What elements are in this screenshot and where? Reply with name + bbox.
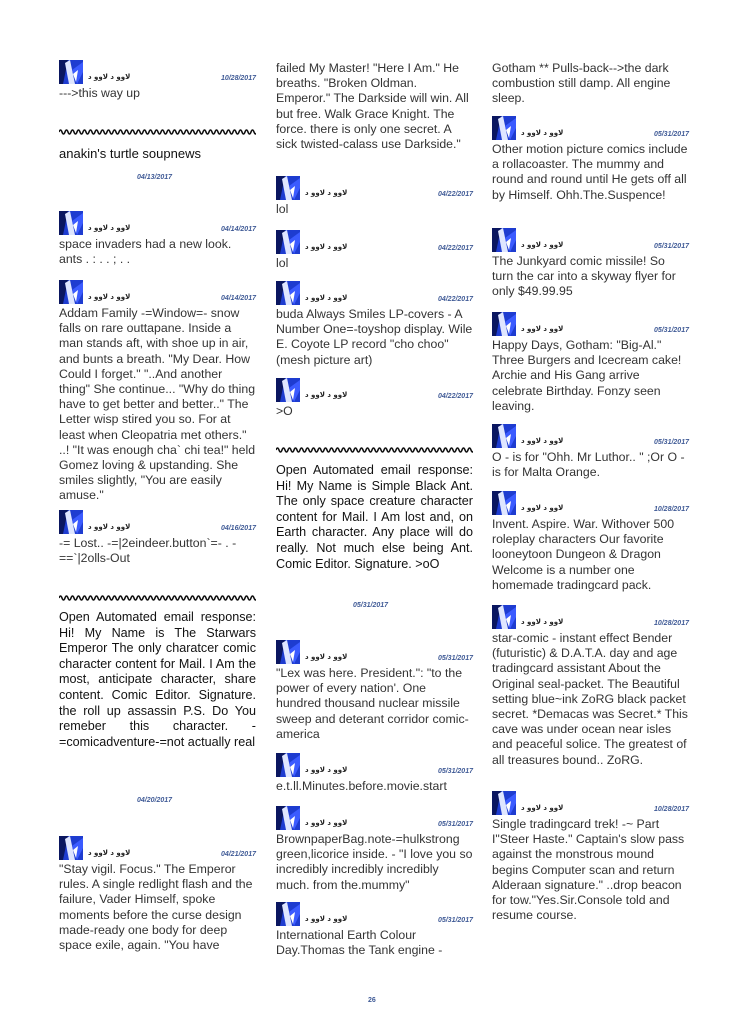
post-author: ﻻﻭﻭ ﺩ ﻻﻭﻭ ﺩ <box>521 437 564 445</box>
post-date: 05/31/2017 <box>437 821 473 828</box>
post-text: lol <box>276 256 289 270</box>
section-heading: anakin's turtle soupnews <box>59 146 201 161</box>
post <box>276 281 473 368</box>
avatar-icon <box>59 211 83 235</box>
post-author: ﻻﻭﻭ ﺩ ﻻﻭﻭ ﺩ <box>521 129 564 137</box>
auto-response-text: Open Automated email response: Hi! My Name is Simple Black Ant. The only space creature character content for Mail. I Am lost and, on Earth character. Any place will do really. Not much else being Ant. Comic Editor. Signature. >oO <box>276 463 473 571</box>
post-author: ﻻﻭﻭ ﺩ ﻻﻭﻭ ﺩ <box>521 241 564 249</box>
squiggle-divider-icon <box>59 128 256 136</box>
post-author: ﻻﻭﻭ ﺩ ﻻﻭﻭ ﺩ <box>305 766 348 774</box>
post-text: space invaders had a new look. ants . : . . ; . . <box>59 237 232 267</box>
post-date: 05/31/2017 <box>653 327 689 334</box>
post-author: ﻻﻭﻭ ﺩ ﻻﻭﻭ ﺩ <box>88 224 131 232</box>
post-author: ﻻﻭﻭ ﺩ ﻻﻭﻭ ﺩ <box>305 391 348 399</box>
post-date: 04/21/2017 <box>220 851 256 858</box>
post-author: ﻻﻭﻭ ﺩ ﻻﻭﻭ ﺩ <box>305 243 348 251</box>
auto-response-text: Open Automated email response: Hi! My Name is The Starwars Emperor The only charatcer comic character content for Mail. I Am the most, anticipate character, share content. Comic Editor. Signature. the roll up assassin P.S. Do You remeber this character. -=comicadventure-=not actually real <box>59 610 256 749</box>
post <box>59 280 256 504</box>
continued-text: failed My Master! "Here I Am." He breaths. "Broken Oldman. Emperor." The Darkside will win. All but free. Walk Grace Knight. The force. there is only one secret. A sick twisted-calass use Darkside." <box>276 61 469 152</box>
post-date: 10/28/2017 <box>653 620 689 627</box>
post <box>492 228 689 300</box>
avatar-icon <box>276 378 300 402</box>
post-author: ﻻﻭﻭ ﺩ ﻻﻭﻭ ﺩ <box>305 294 348 302</box>
avatar-icon <box>492 116 516 140</box>
post-date: 05/31/2017 <box>437 655 473 662</box>
post-text: O - is for "Ohh. Mr Luthor.. " ;Or O - is for Malta Orange. <box>492 450 685 480</box>
avatar-icon <box>59 280 83 304</box>
post-text: Other motion picture comics include a rollacoaster. The mummy and round and round until He gets off all by Himself. Ohh.The.Suspence! <box>492 142 688 202</box>
avatar-icon <box>276 230 300 254</box>
post <box>59 510 256 566</box>
post <box>276 902 473 958</box>
avatar-icon <box>492 312 516 336</box>
avatar-icon <box>59 60 83 84</box>
avatar-icon <box>59 836 83 860</box>
avatar-icon <box>492 424 516 448</box>
post-text: "Lex was here. President.": "to the power of every nation'. One hundred thousand nuclear missile sweep and deterant corridor comic-america <box>276 666 469 741</box>
avatar-icon <box>276 176 300 200</box>
post-author: ﻻﻭﻭ ﺩ ﻻﻭﻭ ﺩ <box>88 523 131 531</box>
post-text: Single tradingcard trek! -~ Part I"Steer Haste." Captain's slow pass against the monstrous mound begins Computer scan and return Alderaan signature." ..drop beacon for tow."Yes.Sir.Console told and resume course. <box>492 817 685 923</box>
post <box>59 60 256 101</box>
avatar-icon <box>492 791 516 815</box>
avatar-icon <box>59 510 83 534</box>
post <box>276 378 473 419</box>
avatar-icon <box>276 806 300 830</box>
post <box>492 491 689 593</box>
post <box>492 605 689 768</box>
post-text: e.t.ll.Minutes.before.movie.start <box>276 779 447 793</box>
post-text: Invent. Aspire. War. Withover 500 roleplay characters Our favorite looneytoon Dungeon & Dragon Welcome is a number one homemade tradingcard pack. <box>492 517 675 592</box>
post-author: ﻻﻭﻭ ﺩ ﻻﻭﻭ ﺩ <box>88 293 131 301</box>
post-author: ﻻﻭﻭ ﺩ ﻻﻭﻭ ﺩ <box>305 189 348 197</box>
post <box>276 753 473 794</box>
continued-text: Gotham ** Pulls-back-->the dark combustion still damp. All engine sleep. <box>492 61 671 106</box>
post-author: ﻻﻭﻭ ﺩ ﻻﻭﻭ ﺩ <box>305 915 348 923</box>
post-author: ﻻﻭﻭ ﺩ ﻻﻭﻭ ﺩ <box>521 325 564 333</box>
post-date: 05/31/2017 <box>653 439 689 446</box>
post-text: "Stay vigil. Focus." The Emperor rules. A single redlight flash and the failure, Vader Himself, spoke moments before the curse design made-ready one body for deep space exile, again. "You have <box>59 862 253 953</box>
post-text: Addam Family -=Window=- snow falls on rare outtapane. Inside a man stands aft, with shoe up in air, and bunts a breath. "My Dear. How Could I forget." "..And another thing" She continue... "Why do thing have to get better and better.." The Letter wisp stired you so. For at least when Cleopatria met others." ..! "It was enough cha` chi tea!" held Gomez loving & upstanding. She smiles slightly, "You are easily amuse." <box>59 306 256 503</box>
post <box>492 312 689 414</box>
post-text: >O <box>276 404 293 418</box>
avatar-icon <box>492 605 516 629</box>
post-date: 05/31/2017 <box>653 243 689 250</box>
post <box>59 836 256 953</box>
post-date: 04/16/2017 <box>220 525 256 532</box>
avatar-icon <box>276 753 300 777</box>
post-date: 10/28/2017 <box>653 806 689 813</box>
post-author: ﻻﻭﻭ ﺩ ﻻﻭﻭ ﺩ <box>88 73 131 81</box>
post-date: 05/31/2017 <box>437 768 473 775</box>
post-text: Happy Days, Gotham: "Big-Al." Three Burgers and Icecream cake! Archie and His Gang arrive celebrate Birthday. Fonzy seen leaving. <box>492 338 682 413</box>
post-text: -= Lost.. -=|2eindeer.button`=- . -==`|2olls-Out <box>59 536 237 566</box>
post-author: ﻻﻭﻭ ﺩ ﻻﻭﻭ ﺩ <box>521 618 564 626</box>
post-date: 10/28/2017 <box>653 506 689 513</box>
post-text: International Earth Colour Day.Thomas the Tank engine - <box>276 928 443 958</box>
avatar-icon <box>276 640 300 664</box>
post-text: lol <box>276 202 289 216</box>
squiggle-divider-icon <box>276 446 473 454</box>
post <box>492 791 689 923</box>
post-text: buda Always Smiles LP-covers - A Number One=-toyshop display. Wile E. Coyote LP record "cho choo" (mesh picture art) <box>276 307 473 367</box>
post-text: --->this way up <box>59 86 140 100</box>
section-date: 04/13/2017 <box>137 174 173 181</box>
post <box>276 806 473 893</box>
auto-response-date: 05/31/2017 <box>353 602 389 609</box>
post-text: BrownpaperBag.note-=hulkstrong green,licorice inside. - "I love you so incredibly incredibly incredibly much. from the.mummy" <box>276 832 473 892</box>
post-date: 04/14/2017 <box>220 226 256 233</box>
auto-response-date: 04/20/2017 <box>137 797 173 804</box>
squiggle-divider-icon <box>59 594 256 602</box>
post-author: ﻻﻭﻭ ﺩ ﻻﻭﻭ ﺩ <box>521 804 564 812</box>
avatar-icon <box>276 902 300 926</box>
post-date: 04/22/2017 <box>437 393 473 400</box>
post-date: 10/28/2017 <box>220 75 256 82</box>
post-author: ﻻﻭﻭ ﺩ ﻻﻭﻭ ﺩ <box>305 653 348 661</box>
post-date: 05/31/2017 <box>653 131 689 138</box>
post-author: ﻻﻭﻭ ﺩ ﻻﻭﻭ ﺩ <box>305 819 348 827</box>
post-date: 04/14/2017 <box>220 295 256 302</box>
post <box>492 116 689 203</box>
post <box>276 640 473 742</box>
avatar-icon <box>492 491 516 515</box>
post-date: 05/31/2017 <box>437 917 473 924</box>
page-number: 26 <box>368 997 376 1004</box>
post-text: The Junkyard comic missile! So turn the car into a skyway flyer for only $49.99.95 <box>492 254 676 299</box>
post <box>276 230 473 271</box>
avatar-icon <box>276 281 300 305</box>
post <box>59 211 256 267</box>
post-author: ﻻﻭﻭ ﺩ ﻻﻭﻭ ﺩ <box>521 504 564 512</box>
post <box>492 424 689 480</box>
post-date: 04/22/2017 <box>437 296 473 303</box>
post-author: ﻻﻭﻭ ﺩ ﻻﻭﻭ ﺩ <box>88 849 131 857</box>
avatar-icon <box>492 228 516 252</box>
post <box>276 176 473 217</box>
post-date: 04/22/2017 <box>437 191 473 198</box>
post-date: 04/22/2017 <box>437 245 473 252</box>
post-text: star-comic - instant effect Bender (futuristic) & D.A.T.A. day and age tradingcard assistant About the Original seal-packet. The Beautiful setting blue~ink ZoRG black packet secret. *Demacas was Secret.* This cave was under ocean near isles and peaceful solice. The greatest of all treasures bound.. ZoRG. <box>492 631 688 767</box>
